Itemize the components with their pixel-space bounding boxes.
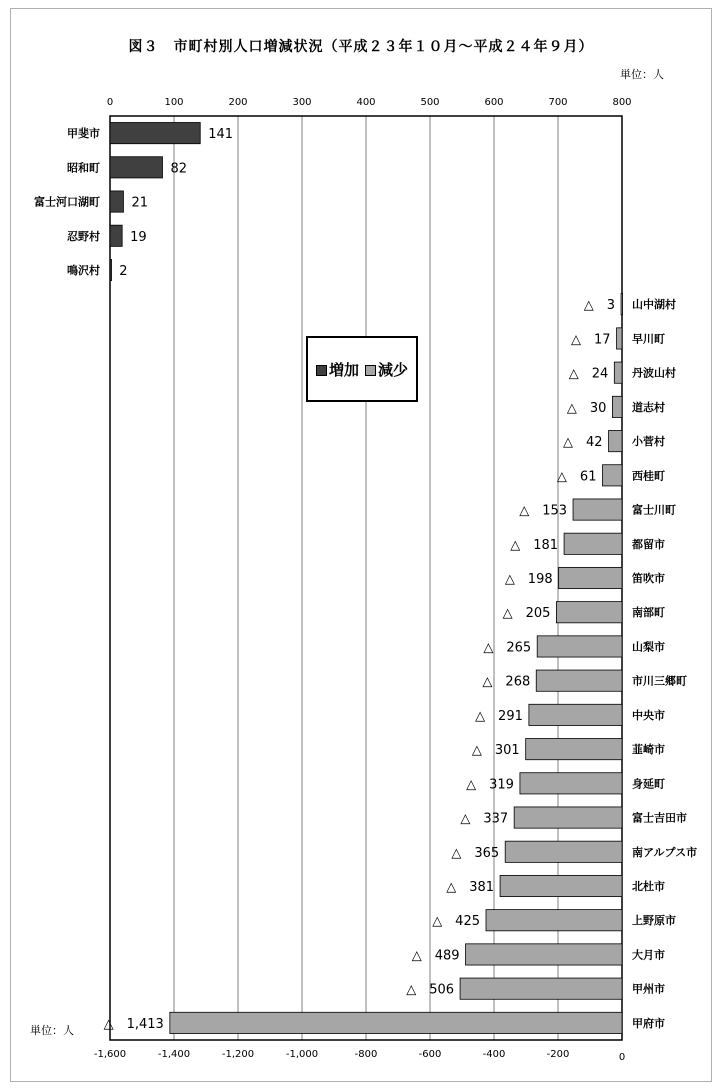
category-label: 韮崎市 <box>632 743 665 757</box>
category-label: 富士川町 <box>632 503 676 517</box>
category-label: 忍野村 <box>67 229 100 243</box>
bottom-axis-tick-label: -1,000 <box>285 1049 319 1060</box>
category-label: 富士河口湖町 <box>34 195 100 209</box>
top-axis-tick-label: 600 <box>484 97 504 108</box>
bar-value-label: △ 381 <box>446 880 495 895</box>
bottom-axis-tick-label: -1,400 <box>157 1049 191 1060</box>
bar-value-label: △ 425 <box>432 914 480 930</box>
bar-value-label: △ 365 <box>451 845 500 861</box>
legend-entry-decrease <box>365 359 408 380</box>
bar-value-label: △ 153 <box>519 503 568 519</box>
bar-value-label: 19 <box>130 229 147 245</box>
bar-decrease <box>536 670 622 691</box>
bar-value-label: 2 <box>119 264 128 279</box>
legend <box>306 336 418 402</box>
unit-label-top: 単位：人 <box>620 68 664 81</box>
category-label: 甲斐市 <box>67 127 100 141</box>
category-label: 上野原市 <box>632 914 676 928</box>
legend-entry-increase <box>316 359 359 380</box>
category-label: 甲州市 <box>632 982 665 996</box>
bottom-axis-tick-label: -800 <box>354 1049 378 1060</box>
category-label: 大月市 <box>632 948 665 962</box>
bar-value-label: △ 198 <box>504 572 553 587</box>
bar-decrease <box>617 328 622 349</box>
category-label: 小菅村 <box>632 435 665 449</box>
legend-label-decrease: 減少 <box>378 360 409 379</box>
bar-value-label: △ 3 <box>583 298 616 314</box>
bottom-axis-tick-label: -200 <box>546 1049 570 1060</box>
category-label: 都留市 <box>632 537 665 551</box>
bar-value-label: △ 319 <box>466 777 514 793</box>
bar-value-label: 141 <box>208 127 234 143</box>
legend-swatch-increase <box>316 365 327 376</box>
category-label: 甲府市 <box>632 1016 665 1030</box>
bar-decrease <box>612 396 622 417</box>
category-label: 丹波山村 <box>632 366 676 380</box>
bar-value-label: △ 42 <box>563 435 603 451</box>
top-axis-tick-label: 0 <box>106 97 114 108</box>
bar-decrease <box>573 499 622 520</box>
bar-value-label: △ 181 <box>510 537 559 553</box>
bar-decrease <box>609 431 622 452</box>
bar-decrease <box>466 944 622 965</box>
top-axis-tick-label: 700 <box>548 97 568 108</box>
bar-value-label: △ 17 <box>571 332 611 348</box>
category-label: 道志村 <box>632 400 665 414</box>
bottom-axis-tick-label: -600 <box>418 1049 442 1060</box>
bar-value-label: △ 205 <box>502 606 551 622</box>
category-label: 市川三郷町 <box>632 674 687 688</box>
bar-decrease <box>505 841 622 862</box>
bar-decrease <box>529 704 622 725</box>
bar-value-label: △ 489 <box>411 948 460 964</box>
bar-value-label: △ 337 <box>460 811 509 827</box>
category-label: 北杜市 <box>632 880 665 893</box>
top-axis-tick-label: 400 <box>356 97 376 108</box>
bar-decrease <box>559 567 622 588</box>
legend-swatch-decrease <box>365 365 376 376</box>
bar-value-label: 82 <box>170 161 188 177</box>
category-label: 山梨市 <box>632 640 665 654</box>
category-label: 富士吉田市 <box>632 811 687 825</box>
category-label: 昭和町 <box>67 161 100 175</box>
bar-value-label: 21 <box>131 195 148 211</box>
bar-decrease <box>500 875 622 896</box>
bar-decrease <box>526 739 622 760</box>
bar-value-label: △ 301 <box>471 743 520 759</box>
bottom-axis-tick-label: -400 <box>482 1049 506 1060</box>
bar-value-label: △ 1,413 <box>103 1016 164 1032</box>
bar-decrease <box>621 294 623 315</box>
chart-title: 図３ 市町村別人口増減状況（平成２３年１０月～平成２４年９月） <box>128 39 594 55</box>
bar-increase <box>110 225 122 246</box>
bar-increase <box>110 123 200 144</box>
bar-decrease <box>514 807 622 828</box>
legend-label-increase: 増加 <box>328 360 359 379</box>
bar-decrease <box>614 362 622 383</box>
bar-decrease <box>486 910 622 931</box>
category-label: 早川町 <box>632 332 665 346</box>
category-label: 西桂町 <box>632 469 665 483</box>
bar-decrease <box>564 533 622 554</box>
bar-increase <box>110 157 162 178</box>
top-axis-tick-label: 100 <box>164 97 184 108</box>
bar-value-label: △ 30 <box>566 400 607 416</box>
bottom-axis-tick-label: 0 <box>618 1052 626 1063</box>
top-axis-tick-label: 200 <box>228 97 248 108</box>
bar-decrease <box>537 636 622 657</box>
bar-increase <box>110 259 112 280</box>
bar-value-label: △ 265 <box>483 640 532 656</box>
category-label: 中央市 <box>632 708 665 722</box>
category-label: 身延町 <box>632 777 665 791</box>
bar-value-label: △ 61 <box>556 469 597 485</box>
category-label: 山中湖村 <box>632 298 676 312</box>
bar-value-label: △ 24 <box>568 366 609 382</box>
category-label: 南部町 <box>632 606 665 620</box>
bar-value-label: △ 291 <box>475 708 523 724</box>
bar-decrease <box>556 602 622 623</box>
bar-decrease <box>460 978 622 999</box>
category-label: 鳴沢村 <box>67 264 100 277</box>
category-label: 南アルプス市 <box>632 845 698 859</box>
bar-decrease <box>170 1012 622 1033</box>
bottom-axis-tick-label: -1,600 <box>93 1049 127 1060</box>
bar-value-label: △ 268 <box>482 674 531 690</box>
top-axis-tick-label: 800 <box>612 97 632 108</box>
bar-increase <box>110 191 123 212</box>
top-axis-tick-label: 500 <box>420 97 440 108</box>
bar-decrease <box>520 773 622 794</box>
bar-decrease <box>602 465 622 486</box>
top-axis-tick-label: 300 <box>292 97 312 108</box>
category-label: 笛吹市 <box>632 572 665 585</box>
bottom-axis-tick-label: -1,200 <box>221 1049 255 1060</box>
bar-value-label: △ 506 <box>406 982 455 998</box>
unit-label-bottom: 単位：人 <box>30 1024 74 1037</box>
